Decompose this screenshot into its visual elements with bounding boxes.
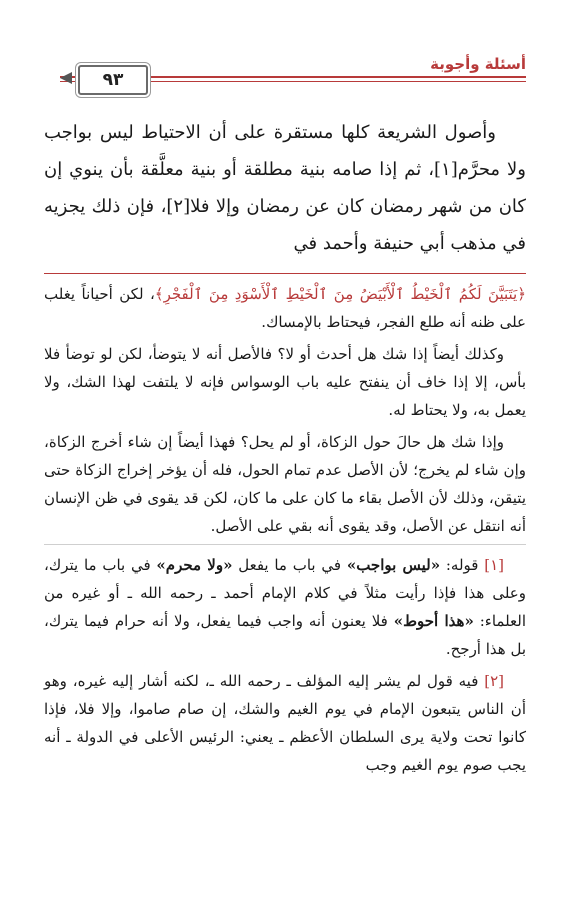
footnotes-section	[44, 280, 526, 783]
footnote-quote: «هذا أحوط»	[393, 612, 474, 630]
main-paragraph: وأصول الشريعة كلها مستقرة على أن الاحتياط ليس بواجب ولا محرَّم[١]، ثم إذا صامه بنية مطلقة أو بنية معلَّقة بأن ينوي إن كان من شهر رمضان كان عن رمضان وإلا فلا[٢]، فإن ذلك يجزيه في مذهب أبي حنيفة وأحمد في	[44, 122, 526, 254]
arrow-left-icon	[60, 72, 72, 84]
footnote-1	[44, 551, 526, 663]
running-title: أسئلة وأجوبة	[422, 54, 526, 74]
quran-verse: ﴿يَتَبَيَّنَ لَكُمُ ٱلْخَيْطُ ٱلْأَبْيَضُ مِنَ ٱلْخَيْطِ ٱلْأَسْوَدِ مِنَ ٱلْفَجْرِ﴾	[154, 285, 527, 303]
footnote-divider	[44, 544, 526, 545]
footnote-text: في باب ما يفعل	[232, 556, 347, 574]
continued-paragraph	[44, 280, 526, 336]
footnote-number: [١]	[484, 556, 505, 574]
paragraph-doubt-zakat: وإذا شك هل حالَ حول الزكاة، أو لم يحل؟ فهذا أيضاً إن شاء أخرج الزكاة، وإن شاء لم يخرج؛ لأن الأصل عدم تمام الحول، فله أن يؤخر إخراج الزكاة حتى يتيقن، وذلك لأن الأصل بقاء ما كان على ما كان، لكن قد يقوى في ظن الإنسان أنه انتقل عن الأصل، وقد يقوى أنه بقي على الأصل.	[44, 433, 526, 535]
footnote-number: [٢]	[484, 672, 504, 690]
footnote-text: فلا يعنون أنه واجب فيما يفعل، ولا أنه حرام فيما يترك، بل هذا أرجح.	[44, 612, 526, 658]
footnote-quote: «ولا محرم»	[156, 556, 233, 574]
main-text	[44, 114, 526, 262]
footnote-text: قوله:	[440, 556, 485, 574]
footnote-separator	[44, 273, 526, 274]
footnote-text: في باب ما يترك، وعلى هذا فإذا رأيت مثلاً في كلام الإمام أحمد ـ رحمه الله ـ أو غيره من العلماء:	[44, 556, 527, 630]
footnote-quote: «ليس بواجب»	[346, 556, 441, 574]
page-number: ٩٣	[78, 65, 148, 95]
footnote-2	[44, 667, 526, 779]
continued-text: ، لكن أحياناً يغلب على ظنه أنه طلع الفجر، فيحتاط بالإمساك.	[44, 285, 526, 331]
paragraph-doubt-wudu: وكذلك أيضاً إذا شك هل أحدث أو لا؟ فالأصل أنه لا يتوضأ، لكن لو توضأ فلا بأس، إلا إذا خاف أن ينفتح عليه باب الوسواس فإنه لا يلتفت لهذا الشك، ولا يعمل به، ولا يحتاط له.	[44, 345, 526, 419]
footnote-text: فيه قول لم يشر إليه المؤلف ـ رحمه الله ـ، لكنه أشار إليه غيره، وهو أن الناس يتبعون الإمام في يوم الغيم والشك، إن صام صاموا، وإلا فلا، فإذا كانوا تحت ولاية يرى السلطان الأعظم ـ يعني: الرئيس الأعلى في الدولة ـ أنه يجب صوم يوم الغيم وجب	[44, 672, 526, 774]
page-header	[60, 55, 526, 102]
